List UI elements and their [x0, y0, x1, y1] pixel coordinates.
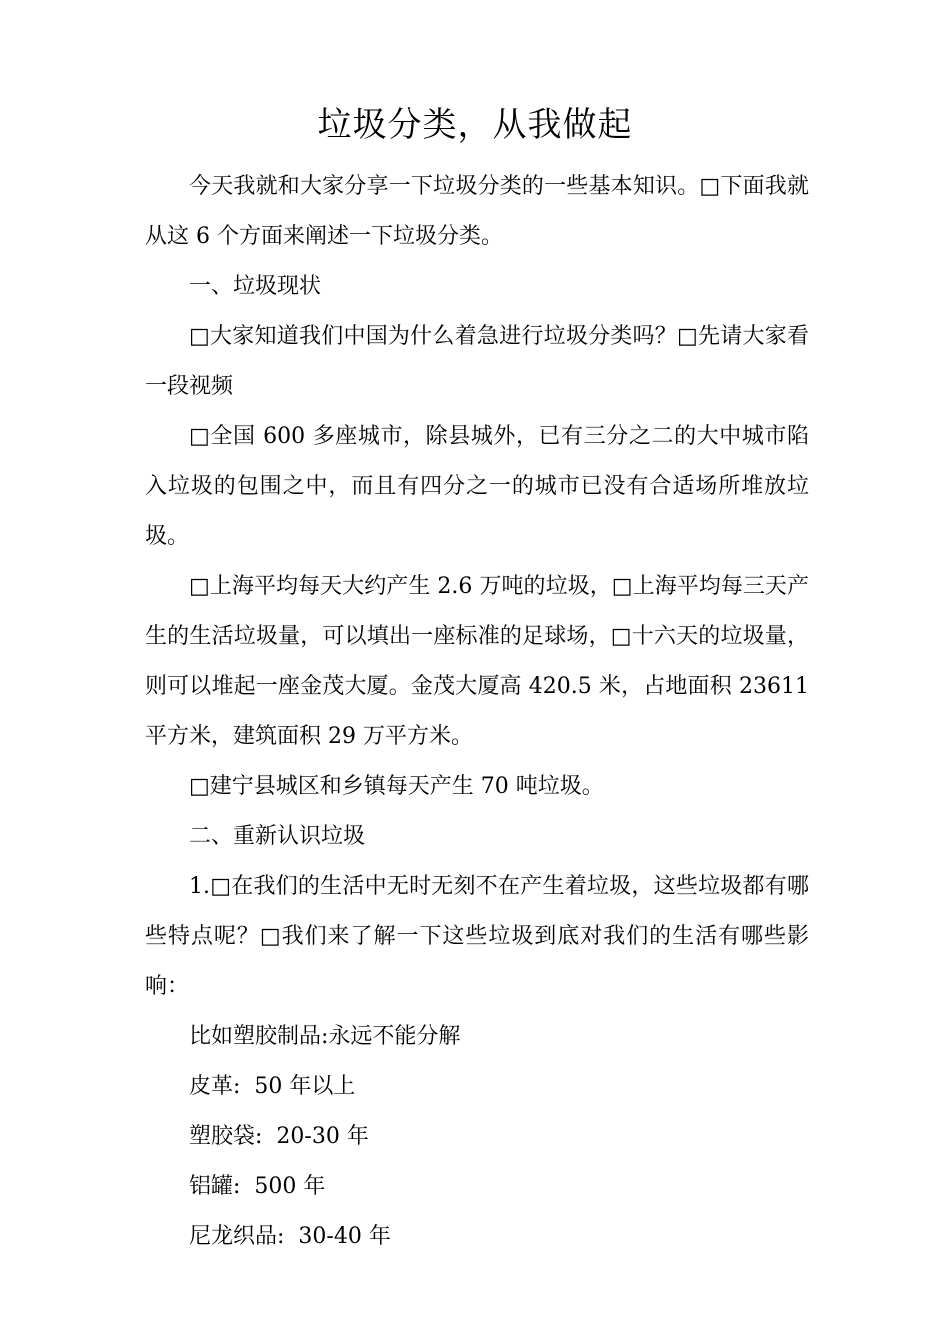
list-item: 皮革: 50 年以上 [189, 1074, 356, 1099]
body-paragraph: 1.□在我们的生活中无时无刻不在产生着垃圾，这些垃圾都有哪些特点呢？□我们来了解一下这些垃圾到底对我们的生活有哪些影响： [145, 874, 809, 999]
list-item: 铝罐: 500 年 [189, 1174, 326, 1199]
intro-paragraph: 今天我就和大家分享一下垃圾分类的一些基本知识。□下面我就从这 6 个方面来阐述一下垃圾分类。 [145, 174, 809, 249]
list-item: 塑胶袋: 20-30 年 [189, 1124, 369, 1149]
list-item: 尼龙织品: 30-40 年 [189, 1224, 391, 1249]
body-paragraph: □上海平均每天大约产生 2.6 万吨的垃圾，□上海平均每三天产生的生活垃圾量，可以填出一座标准的足球场，□十六天的垃圾量，则可以堆起一座金茂大厦。金茂大厦高 420.5 米，占地面积 23611 平方米，建筑面积 29 万平方米。 [145, 574, 809, 749]
document-body [145, 162, 809, 1262]
list-item: 比如塑胶制品:永远不能分解 [189, 1024, 461, 1049]
body-paragraph: □建宁县城区和乡镇每天产生 70 吨垃圾。 [189, 774, 604, 799]
body-paragraph: □全国 600 多座城市，除县城外，已有三分之二的大中城市陷入垃圾的包围之中，而且有四分之一的城市已没有合适场所堆放垃圾。 [145, 424, 809, 549]
page-title: 垃圾分类，从我做起 [317, 105, 633, 145]
section-heading-2: 二、重新认识垃圾 [189, 824, 366, 849]
body-paragraph: □大家知道我们中国为什么着急进行垃圾分类吗？□先请大家看一段视频 [145, 324, 809, 399]
section-heading-1: 一、垃圾现状 [189, 274, 322, 299]
